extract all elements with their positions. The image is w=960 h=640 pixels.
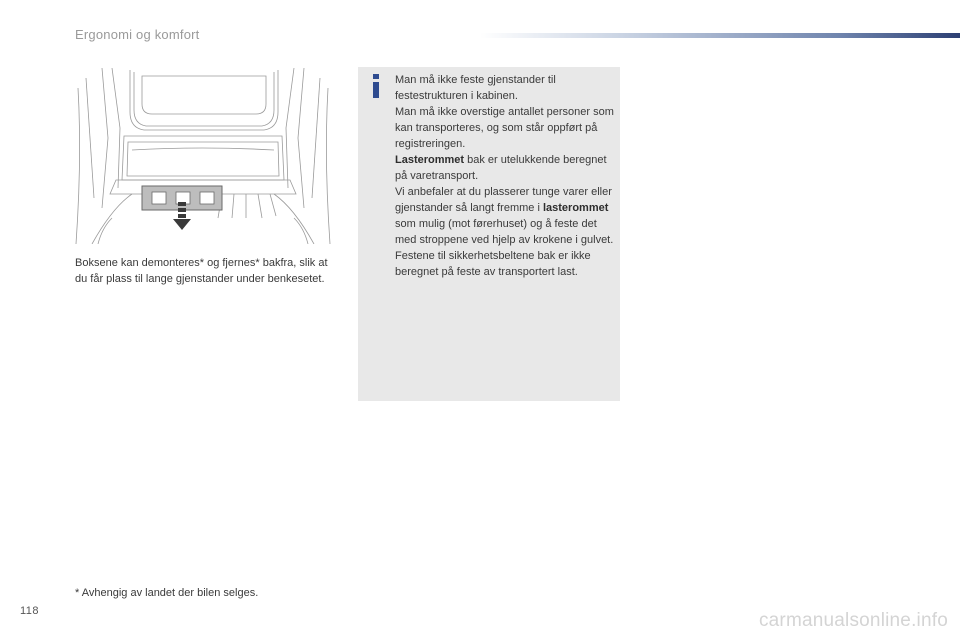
info-icon: [369, 74, 383, 98]
info-paragraph-5: Festene til sikkerhetsbeltene bak er ikke beregnet på feste av transportert last.: [395, 250, 591, 278]
info-paragraph-2: Man må ikke overstige antallet personer som kan transporteres, og som står oppført på registreringen.: [395, 106, 614, 150]
watermark: carmanualsonline.info: [758, 610, 948, 631]
header-gradient-bar: [480, 33, 960, 38]
info-paragraph-4-start: Vi anbefaler at du plasserer tunge varer eller gjenstander så langt fremme i: [395, 186, 612, 214]
info-paragraph-4-rest: som mulig (mot førerhuset) og å feste det med stroppene ved hjelp av krokene i gulvet.: [395, 218, 614, 246]
footnote: * Avhengig av landet der bilen selges.: [75, 587, 259, 599]
section-title: Ergonomi og komfort: [75, 27, 200, 42]
info-paragraph-1: Man må ikke feste gjenstander til festestrukturen i kabinen.: [395, 74, 556, 102]
info-paragraph-3: [395, 152, 617, 184]
cargo-area-term-2: lasterommet: [542, 202, 609, 214]
seat-box-illustration: [72, 68, 334, 244]
info-paragraph-4: [395, 184, 617, 248]
cargo-area-term: Lasterommet: [395, 154, 465, 166]
info-text: [395, 72, 617, 280]
info-paragraph-3-rest: bak er utelukkende beregnet på varetransport.: [395, 154, 607, 182]
page-number: 118: [20, 605, 40, 617]
figure-caption: Boksene kan demonteres* og fjernes* bakfra, slik at du får plass til lange gjenstander under benkesetet.: [75, 257, 328, 285]
info-box: [358, 67, 620, 401]
